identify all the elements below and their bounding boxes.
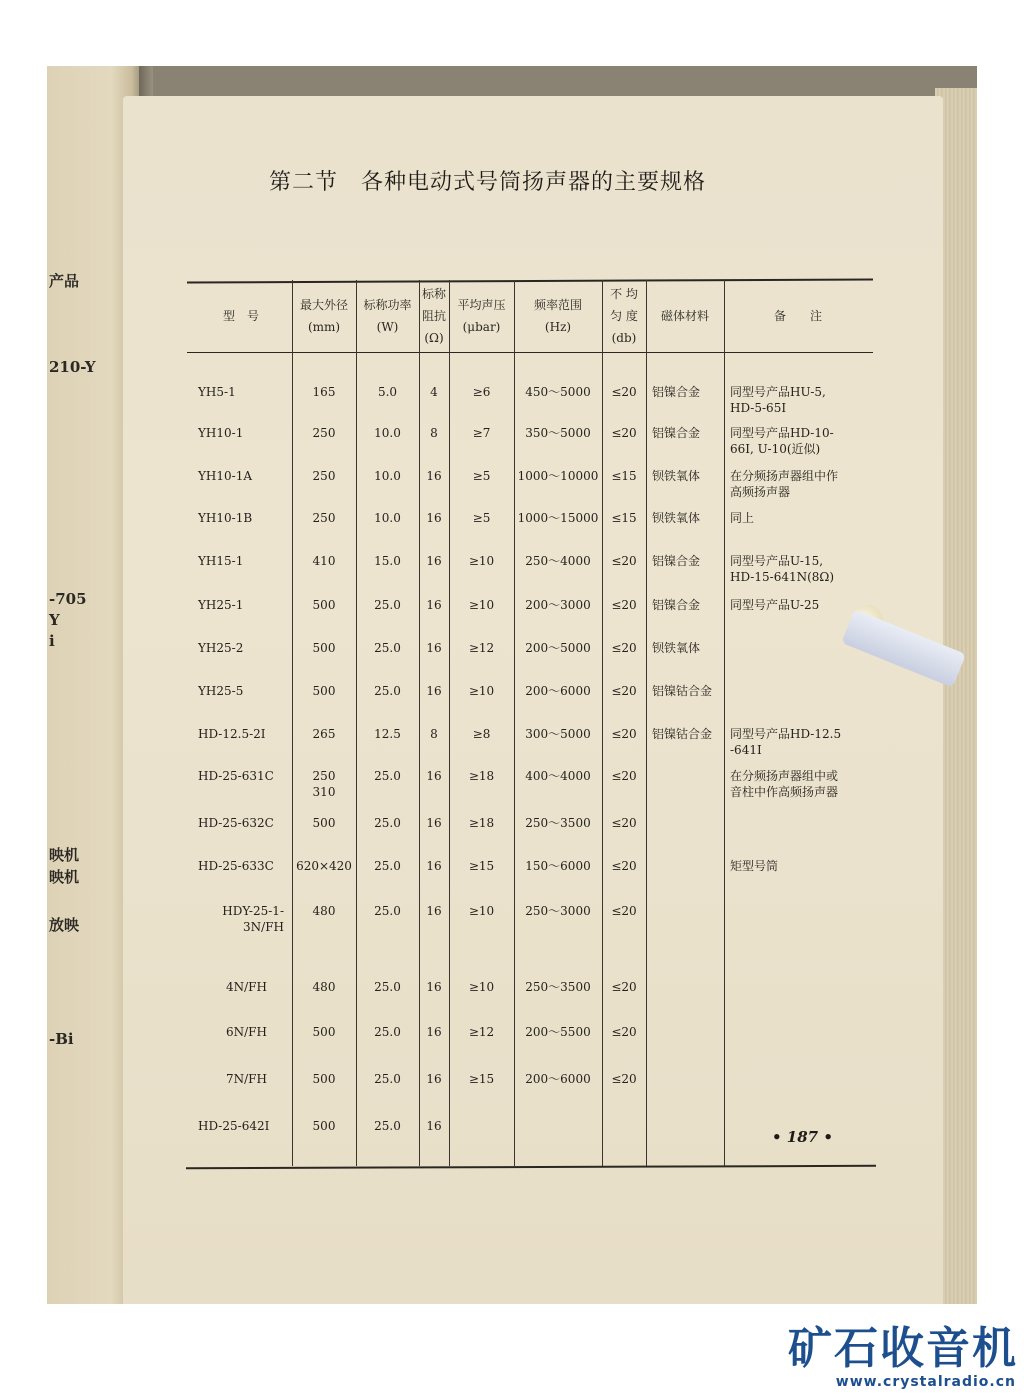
- column-header: 频率范围 (Hz): [533, 298, 582, 334]
- column-divider: [646, 280, 647, 1166]
- left-fragment: 放映: [49, 916, 80, 934]
- column-header: 平均声压 (μbar): [457, 298, 506, 334]
- table-cell-uniformity: ≤15: [611, 511, 637, 525]
- table-cell-model: HD-25-633C: [198, 859, 274, 873]
- table-cell-impedance: 16: [426, 904, 442, 918]
- table-cell-freq: 200～6000: [525, 684, 591, 698]
- table-cell-diameter: 500: [312, 1025, 336, 1039]
- table-cell-impedance: 8: [430, 727, 438, 741]
- table-cell-freq: 450～5000: [525, 385, 591, 399]
- table-cell-impedance: 16: [426, 1025, 442, 1039]
- table-cell-power: 25.0: [374, 1025, 401, 1039]
- table-cell-power: 10.0: [374, 511, 401, 525]
- watermark-url: www.crystalradio.cn: [835, 1374, 1016, 1390]
- table-cell-magnet: 铝镍合金: [652, 554, 701, 568]
- table-cell-magnet: 铝镍合金: [652, 598, 701, 612]
- table-cell-power: 25.0: [374, 769, 401, 783]
- table-cell-spl: ≥18: [468, 816, 495, 830]
- left-fragment: 产品: [49, 272, 80, 290]
- table-cell-diameter: 500: [312, 1072, 336, 1086]
- table-cell-power: 12.5: [374, 727, 401, 741]
- table-cell-note: 矩型号筒: [730, 859, 779, 873]
- column-header: 型 号: [222, 309, 259, 323]
- column-header: 标称 阻抗 (Ω): [421, 287, 446, 345]
- table-cell-magnet: 铝镍钴合金: [652, 727, 713, 741]
- table-cell-uniformity: ≤20: [611, 554, 637, 568]
- table-cell-model: YH5-1: [198, 385, 236, 399]
- table-cell-spl: ≥12: [468, 1025, 495, 1039]
- table-cell-freq: 250～3500: [525, 816, 591, 830]
- table-cell-diameter: 500: [312, 641, 336, 655]
- table-cell-diameter: 500: [312, 684, 336, 698]
- table-cell-magnet: 钡铁氧体: [652, 511, 701, 525]
- table-cell-uniformity: ≤20: [611, 684, 637, 698]
- table-cell-freq: 200～6000: [525, 1072, 591, 1086]
- table-cell-spl: ≥18: [468, 769, 495, 783]
- table-cell-diameter: 480: [312, 980, 336, 994]
- table-cell-note: 在分频扬声器组中作 高频扬声器: [730, 469, 839, 499]
- table-cell-model: HD-25-642I: [198, 1119, 270, 1133]
- table-cell-power: 25.0: [374, 1072, 401, 1086]
- left-fragment: Y: [49, 611, 60, 629]
- table-cell-diameter: 500: [312, 1119, 336, 1133]
- table-cell-power: 10.0: [374, 426, 401, 440]
- table-cell-freq: 200～5500: [525, 1025, 591, 1039]
- table-cell-uniformity: ≤20: [611, 769, 637, 783]
- table-cell-power: 25.0: [374, 641, 401, 655]
- table-cell-model: YH10-1A: [198, 469, 253, 483]
- table-cell-impedance: 16: [426, 980, 442, 994]
- table-cell-impedance: 16: [426, 769, 442, 783]
- table-cell-diameter: 480: [312, 904, 336, 918]
- table-cell-diameter: 500: [312, 816, 336, 830]
- table-cell-freq: 1000～15000: [517, 511, 599, 525]
- table-cell-diameter: 410: [312, 554, 336, 568]
- table-cell-impedance: 16: [426, 598, 442, 612]
- table-cell-spl: ≥15: [468, 1072, 495, 1086]
- table-cell-spl: ≥10: [468, 980, 495, 994]
- table-cell-note: 同型号产品U-15, HD-15-641N(8Ω): [730, 554, 835, 584]
- table-cell-impedance: 16: [426, 641, 442, 655]
- table-cell-power: 25.0: [374, 859, 401, 873]
- table-cell-impedance: 4: [430, 385, 438, 399]
- table-cell-magnet: 铝镍合金: [652, 385, 701, 399]
- table-cell-impedance: 8: [430, 426, 438, 440]
- table-cell-note: 同型号产品HD-12.5 -641I: [730, 727, 842, 757]
- left-fragment: i: [49, 632, 55, 650]
- table-cell-spl: ≥8: [472, 727, 491, 741]
- table-cell-impedance: 16: [426, 469, 442, 483]
- table-cell-spl: ≥10: [468, 904, 495, 918]
- table-cell-power: 25.0: [374, 684, 401, 698]
- table-cell-uniformity: ≤20: [611, 1072, 637, 1086]
- section-title: 第二节 各种电动式号筒扬声器的主要规格: [269, 170, 707, 195]
- table-cell-uniformity: ≤20: [611, 598, 637, 612]
- table-cell-freq: 250～3500: [525, 980, 591, 994]
- table-cell-model: YH10-1: [198, 426, 244, 440]
- table-cell-diameter: 500: [312, 598, 336, 612]
- table-cell-note: 同型号产品HU-5, HD-5-65I: [730, 385, 826, 415]
- left-fragment: -Bi: [49, 1030, 74, 1048]
- table-cell-diameter: 250: [312, 469, 336, 483]
- table-cell-freq: 1000～10000: [517, 469, 599, 483]
- table-cell-impedance: 16: [426, 684, 442, 698]
- table-cell-uniformity: ≤20: [611, 385, 637, 399]
- table-cell-freq: 250～3000: [525, 904, 591, 918]
- header-rule: [187, 352, 873, 353]
- table-cell-spl: ≥5: [472, 469, 491, 483]
- table-cell-freq: 200～3000: [525, 598, 591, 612]
- left-fragment: 映机: [49, 846, 80, 864]
- table-cell-magnet: 钡铁氧体: [652, 641, 701, 655]
- table-cell-magnet: 钡铁氧体: [652, 469, 701, 483]
- table-cell-model: HD-25-632C: [198, 816, 274, 830]
- table-cell-spl: ≥7: [472, 426, 491, 440]
- table-cell-uniformity: ≤20: [611, 816, 637, 830]
- column-header: 不 均 匀 度 (db): [610, 287, 638, 345]
- table-cell-power: 25.0: [374, 816, 401, 830]
- table-cell-model: HDY-25-1- 3N/FH: [222, 904, 284, 934]
- table-cell-diameter: 250: [312, 511, 336, 525]
- column-header: 备 注: [773, 309, 822, 323]
- table-cell-spl: ≥10: [468, 598, 495, 612]
- table-cell-power: 5.0: [377, 385, 398, 399]
- page-number: • 187 •: [772, 1128, 833, 1146]
- table-cell-diameter: 620×420: [296, 859, 352, 873]
- table-cell-uniformity: ≤20: [611, 859, 637, 873]
- table-cell-freq: 350～5000: [525, 426, 591, 440]
- table-cell-model: 6N/FH: [226, 1025, 267, 1039]
- left-fragment: -705: [49, 590, 87, 608]
- table-cell-diameter: 250: [312, 426, 336, 440]
- table-cell-power: 15.0: [374, 554, 401, 568]
- left-fragment: 210-Y: [49, 358, 96, 376]
- table-cell-note: 同上: [730, 511, 755, 525]
- table-cell-model: 7N/FH: [226, 1072, 267, 1086]
- table-cell-impedance: 16: [426, 511, 442, 525]
- left-fragment: 映机: [49, 868, 80, 886]
- table-cell-model: YH10-1B: [198, 511, 253, 525]
- table-cell-spl: ≥15: [468, 859, 495, 873]
- table-cell-uniformity: ≤20: [611, 426, 637, 440]
- column-header: 标称功率 (W): [363, 298, 412, 334]
- table-cell-diameter: 165: [312, 385, 336, 399]
- table-cell-impedance: 16: [426, 859, 442, 873]
- table-cell-spl: ≥10: [468, 554, 495, 568]
- table-cell-freq: 250～4000: [525, 554, 591, 568]
- table-cell-uniformity: ≤20: [611, 727, 637, 741]
- table-cell-uniformity: ≤20: [611, 980, 637, 994]
- column-divider: [724, 280, 725, 1166]
- table-cell-note: 同型号产品HD-10- 66I, U-10(近似): [730, 426, 834, 456]
- watermark-logo: 矿石收音机: [788, 1323, 1018, 1374]
- table-cell-power: 25.0: [374, 980, 401, 994]
- table-cell-spl: ≥5: [472, 511, 491, 525]
- table-cell-spl: ≥6: [472, 385, 491, 399]
- column-header: 最大外径 (mm): [299, 298, 348, 334]
- table-cell-spl: ≥12: [468, 641, 495, 655]
- table-cell-impedance: 16: [426, 554, 442, 568]
- column-header: 磁体材料: [660, 309, 709, 323]
- table-cell-power: 10.0: [374, 469, 401, 483]
- table-cell-uniformity: ≤20: [611, 1025, 637, 1039]
- table-cell-power: 25.0: [374, 598, 401, 612]
- table-cell-note: 同型号产品U-25: [730, 598, 820, 612]
- table-cell-impedance: 16: [426, 1119, 442, 1133]
- table-cell-model: YH25-5: [198, 684, 244, 698]
- table-cell-magnet: 铝镍钴合金: [652, 684, 713, 698]
- table-cell-impedance: 16: [426, 1072, 442, 1086]
- table-cell-freq: 150～6000: [525, 859, 591, 873]
- table-cell-freq: 400～4000: [525, 769, 591, 783]
- table-cell-spl: ≥10: [468, 684, 495, 698]
- table-cell-magnet: 铝镍合金: [652, 426, 701, 440]
- table-cell-power: 25.0: [374, 1119, 401, 1133]
- table-cell-freq: 200～5000: [525, 641, 591, 655]
- table-cell-model: YH25-1: [198, 598, 244, 612]
- table-cell-power: 25.0: [374, 904, 401, 918]
- table-cell-diameter: 265: [312, 727, 336, 741]
- table-cell-diameter: 250 310: [312, 769, 336, 799]
- table-cell-freq: 300～5000: [525, 727, 591, 741]
- table-cell-model: YH15-1: [198, 554, 244, 568]
- table-cell-model: YH25-2: [198, 641, 244, 655]
- table-cell-uniformity: ≤15: [611, 469, 637, 483]
- table-cell-note: 在分频扬声器组中或 音柱中作高频扬声器: [730, 769, 839, 799]
- table-cell-model: HD-12.5-2I: [198, 727, 266, 741]
- table-cell-impedance: 16: [426, 816, 442, 830]
- table-cell-uniformity: ≤20: [611, 641, 637, 655]
- table-cell-uniformity: ≤20: [611, 904, 637, 918]
- table-cell-model: 4N/FH: [226, 980, 267, 994]
- table-cell-model: HD-25-631C: [198, 769, 274, 783]
